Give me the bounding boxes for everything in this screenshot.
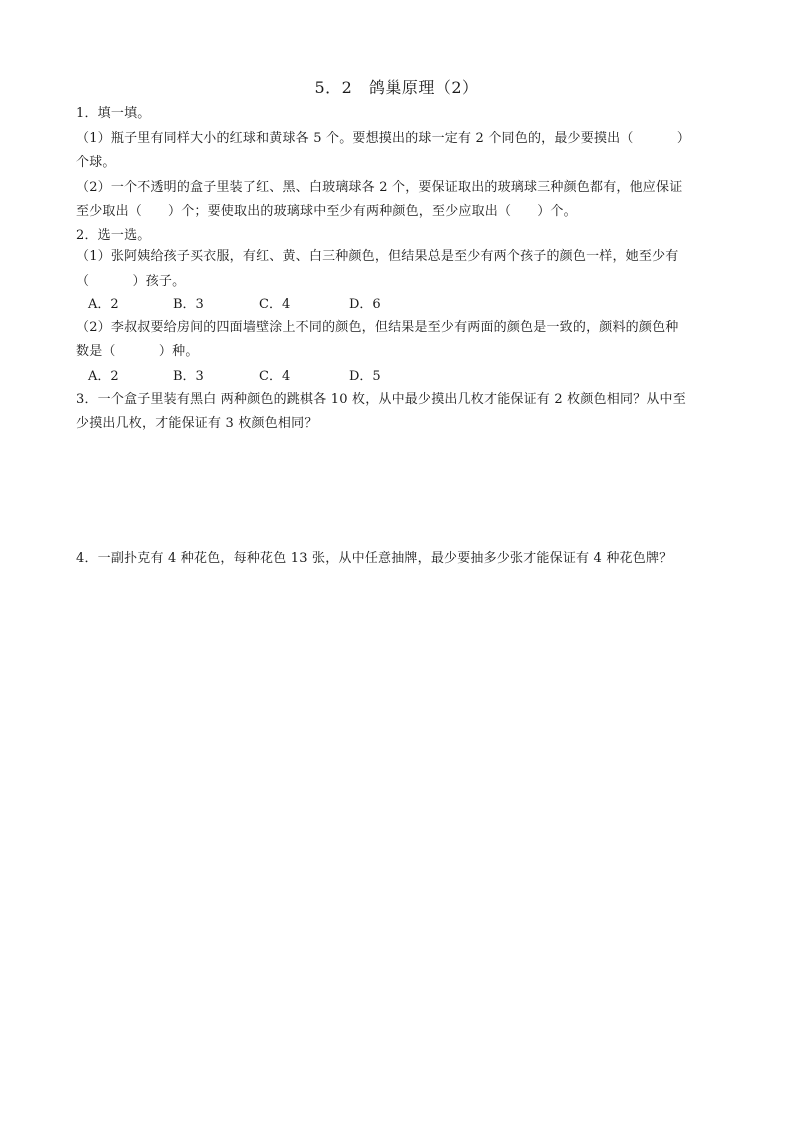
section-1-question-1-line-2: 个球。 (76, 155, 116, 170)
option-c: C．4 (259, 297, 291, 312)
section-1-question-2-line-1: （2）一个不透明的盒子里装了红、黑、白玻璃球各 2 个，要保证取出的玻璃球三种颜色都有，他应保证 (76, 180, 683, 195)
section-2-question-2-line-2: 数是（ ）种。 (76, 344, 199, 359)
section-2-heading: 2．选一选。 (76, 228, 151, 243)
section-3-line-2: 少摸出几枚，才能保证有 3 枚颜色相同？ (76, 416, 318, 431)
page-title: 5．2 鸽巢原理（2） (314, 78, 479, 97)
section-2-question-1-line-2: （ ）孩子。 (76, 274, 186, 289)
option-c: C．4 (259, 369, 291, 384)
option-d: D．6 (349, 297, 381, 312)
section-2-question-2-line-1: （2）李叔叔要给房间的四面墙壁涂上不同的颜色，但结果是至少有两面的颜色是一致的，颜料的颜色种 (76, 320, 679, 335)
option-d: D．5 (349, 369, 381, 384)
section-4-line-1: 4．一副扑克有 4 种花色，每种花色 13 张，从中任意抽牌，最少要抽多少张才能保证有 4 种花色牌？ (76, 551, 673, 566)
section-1-question-1-line-1: （1）瓶子里有同样大小的红球和黄球各 5 个。要想摸出的球一定有 2 个同色的，最少要摸出（ ） (76, 131, 691, 146)
option-b: B．3 (173, 297, 204, 312)
section-1-heading: 1．填一填。 (76, 106, 151, 121)
section-2-question-1-line-1: （1）张阿姨给孩子买衣服，有红、黄、白三种颜色，但结果总是至少有两个孩子的颜色一样，她至少有 (76, 249, 679, 264)
section-1-question-2-line-2: 至少取出（ ）个；要使取出的玻璃球中至少有两种颜色，至少应取出（ ）个。 (76, 204, 577, 219)
option-a: A．2 (88, 369, 119, 384)
option-b: B．3 (173, 369, 204, 384)
option-a: A．2 (88, 297, 119, 312)
section-3-line-1: 3．一个盒子里装有黑白 两种颜色的跳棋各 10 枚，从中最少摸出几枚才能保证有 2 枚颜色相同？从中至 (76, 392, 686, 407)
